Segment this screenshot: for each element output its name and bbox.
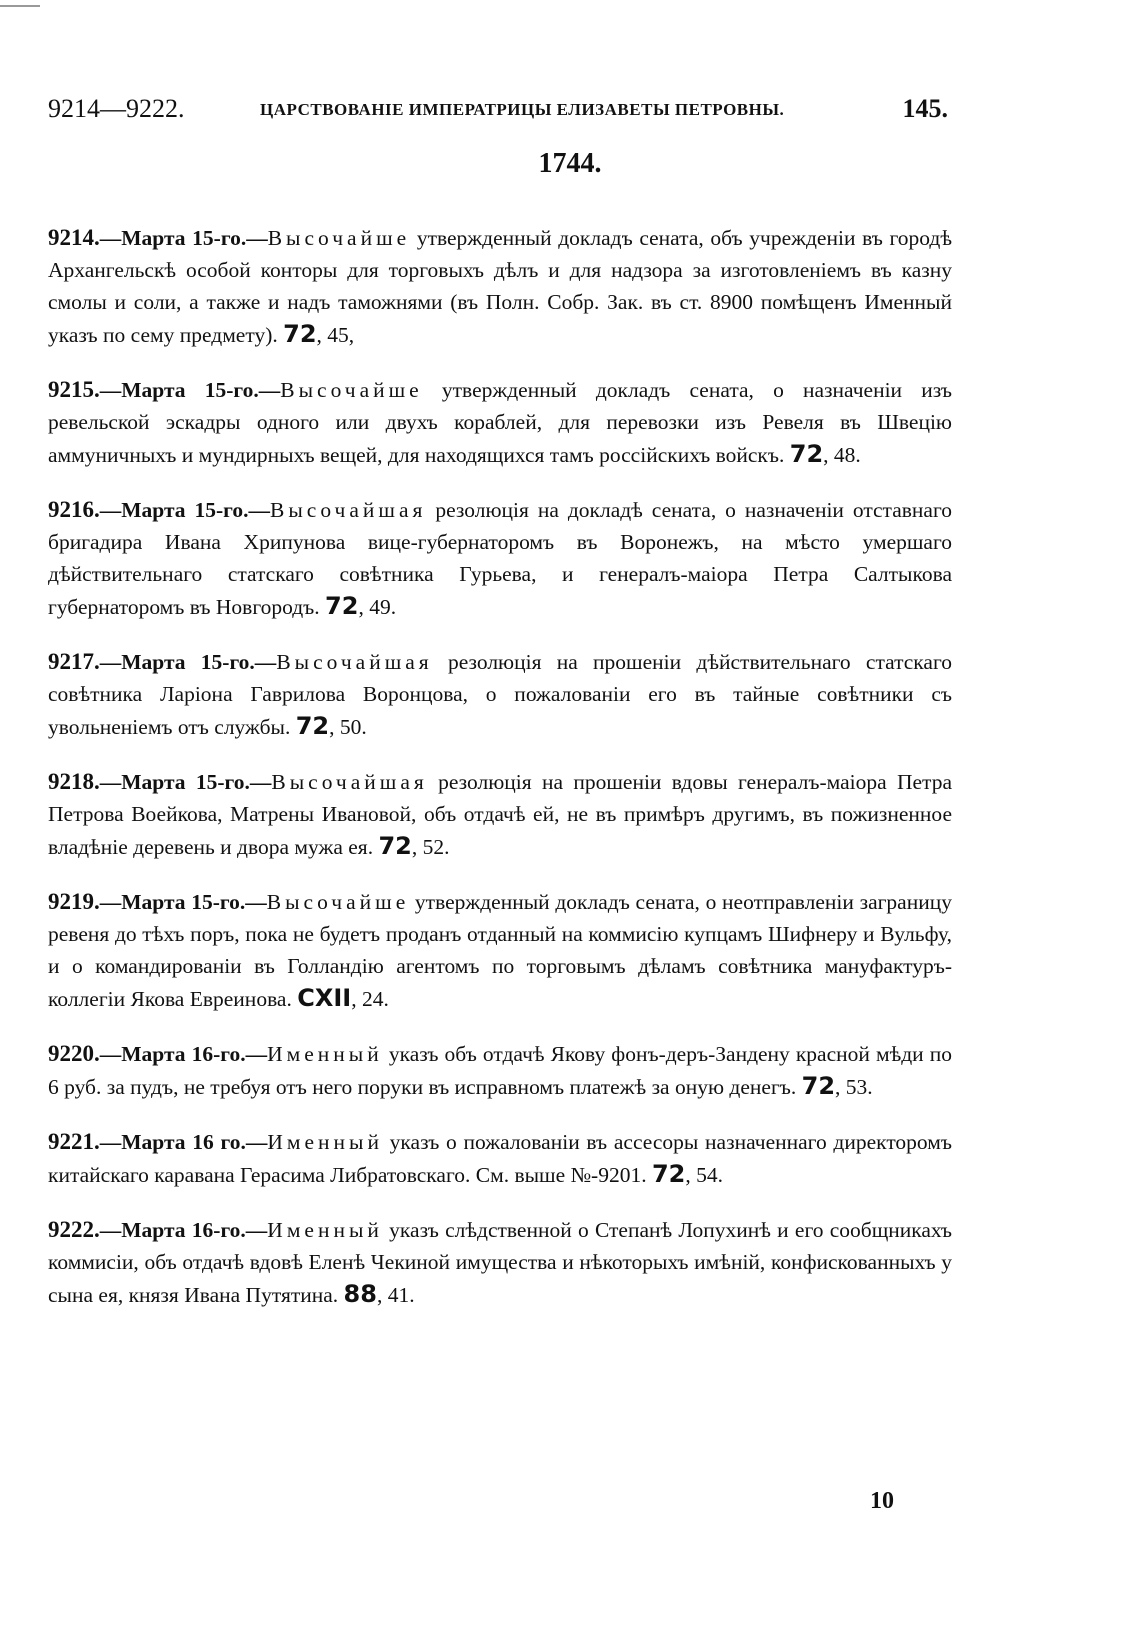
entry (48, 374, 952, 471)
entry-body: резолюція на докладѣ сената, о назначеніи отставнаго бригадира Ивана Хрипунова вице-губернаторомъ въ Воронежъ, на мѣсто умершаго дѣйствительнаго статскаго совѣтника Гурьева, и генералъ-маіора Петра Салтыкова губернаторомъ въ Новгородъ. (48, 497, 952, 619)
entry-date: —Марта 15-го.— (99, 225, 268, 250)
entry (48, 494, 952, 623)
entry-date: —Марта 16 го.— (99, 1129, 268, 1154)
entry-ref-volume: CXII (297, 983, 352, 1012)
entry-ref-page: , 24. (351, 986, 389, 1011)
running-header (48, 94, 948, 128)
entry-body: утвержденный докладъ сената, о назначеніи изъ ревельской эскадры одного или двухъ кораблей, для перевозки изъ Ревеля въ Швецію аммуничныхъ и мундирныхъ вещей, для находящихся тамъ россійскихъ войскъ. (48, 377, 952, 467)
entry-number: 9220. (48, 1040, 100, 1066)
entry-number: 9222. (48, 1216, 100, 1242)
entry-body: указъ объ отдачѣ Якову фонъ-деръ-Зандену красной мѣди по 6 руб. за пудъ, не требуя отъ него поруки въ исправномъ платежѣ за оную денегъ. (48, 1041, 953, 1099)
entry (48, 886, 952, 1015)
entry-ref-volume: 72 (801, 1071, 836, 1100)
entry-ref-page: , 50. (329, 714, 367, 739)
entry-body: резолюція на прошеніи вдовы генералъ-маіора Петра Петрова Воейкова, Матрены Ивановой, объ отдачѣ ей, не въ примѣръ другимъ, въ пожизненное владѣніе деревень и двора мужа ея. (48, 769, 952, 859)
scan-edge-line (0, 5, 40, 7)
entry-ref-page: , 48. (823, 442, 861, 467)
entry-ref-volume: 72 (295, 711, 330, 740)
entry-body: утвержденный докладъ сената, объ учрежденіи въ городѣ Архангельскѣ особой конторы для торговыхъ дѣлъ и для надзора за изготовленіемъ въ казну смолы и соли, а также и надъ таможнями (въ Полн. Собр. Зак. въ ст. 8900 помѣщенъ Именный указъ по сему предмету). (48, 225, 952, 347)
entry-keyword: Высочайше (266, 889, 410, 914)
entry-date: —Марта 15-го.— (99, 889, 267, 914)
entry-number: 9215. (48, 376, 100, 402)
entry (48, 1214, 952, 1311)
entry-date: —Марта 15-го.— (99, 769, 272, 794)
entry-ref-volume: 72 (651, 1159, 686, 1188)
entry-ref-volume: 88 (343, 1279, 377, 1308)
signature-mark: 10 (870, 1488, 894, 1514)
entry-ref-page: , 45, (316, 322, 355, 347)
entry-ref-page: , 54. (685, 1162, 723, 1187)
entry-ref-page: , 49. (358, 594, 397, 619)
entry-date: —Марта 15-го.— (99, 377, 281, 402)
entry-ref-volume: 72 (789, 439, 824, 468)
entry-ref-volume: 72 (325, 591, 359, 620)
entry-number: 9214. (48, 224, 100, 250)
entries-list (48, 200, 952, 1334)
entry-keyword: Именный (267, 1041, 383, 1066)
entry-number: 9221. (48, 1128, 100, 1154)
entry (48, 646, 952, 743)
entry-number: 9218. (48, 768, 100, 794)
entry-keyword: Высочайше (280, 377, 423, 402)
page-number: 145. (902, 94, 948, 123)
year-heading: 1744. (538, 148, 602, 179)
entry-body: утвержденный докладъ сената, о неотправленіи заграницу ревеня до тѣхъ поръ, пока не будетъ проданъ отданный на коммисію купцамъ Шифнеру и Вульфу, и о командированіи въ Голландію агентомъ по торговымъ дѣламъ совѣтника мануфактуръ-коллегіи Якова Евреинова. (48, 889, 952, 1011)
entry-keyword: Высочайшая (271, 769, 428, 794)
entry (48, 766, 952, 863)
entry-ref-volume: 72 (378, 831, 412, 860)
entry-body: указъ о пожалованіи въ ассесоры назначеннаго директоромъ китайскаго каравана Герасима Либратовскаго. См. выше №-9201. (48, 1129, 952, 1187)
entry-date: —Марта 16-го.— (99, 1041, 268, 1066)
entry-date: —Марта 15-го.— (99, 497, 271, 522)
entry (48, 222, 952, 351)
entry (48, 1126, 952, 1191)
entry-keyword: Высочайшая (270, 497, 427, 522)
entry (48, 1038, 952, 1103)
entry-keyword: Именный (267, 1217, 383, 1242)
entry-number: 9216. (48, 496, 100, 522)
entry-keyword: Именный (267, 1129, 383, 1154)
entry-ref-volume: 72 (283, 319, 317, 348)
entry-body: указъ слѣдственной о Степанѣ Лопухинѣ и его сообщникахъ коммисіи, объ отдачѣ вдовѣ Еленѣ Чекиной имущества и нѣкоторыхъ имѣній, конфискованныхъ у сына ея, князя Ивана Путятина. (48, 1217, 952, 1307)
entry-range: 9214—9222. (48, 94, 185, 123)
entry-date: —Марта 15-го.— (99, 649, 277, 674)
entry-number: 9217. (48, 648, 100, 674)
entry-keyword: Высочайшая (276, 649, 433, 674)
entry-body: резолюція на прошеніи дѣйствительнаго статскаго совѣтника Ларіона Гаврилова Воронцова, о пожалованіи его въ тайные совѣтники съ увольненіемъ отъ службы. (48, 649, 952, 739)
entry-number: 9219. (48, 888, 100, 914)
entry-ref-page: , 41. (376, 1282, 415, 1307)
entry-ref-page: , 52. (411, 834, 450, 859)
entry-date: —Марта 16-го.— (99, 1217, 268, 1242)
running-title: ЦАРСТВОВАНІЕ ИМПЕРАТРИЦЫ ЕЛИЗАВЕТЫ ПЕТРОВНЫ. (260, 100, 785, 119)
entry-ref-page: , 53. (835, 1074, 873, 1099)
entry-keyword: Высочайше (267, 225, 411, 250)
